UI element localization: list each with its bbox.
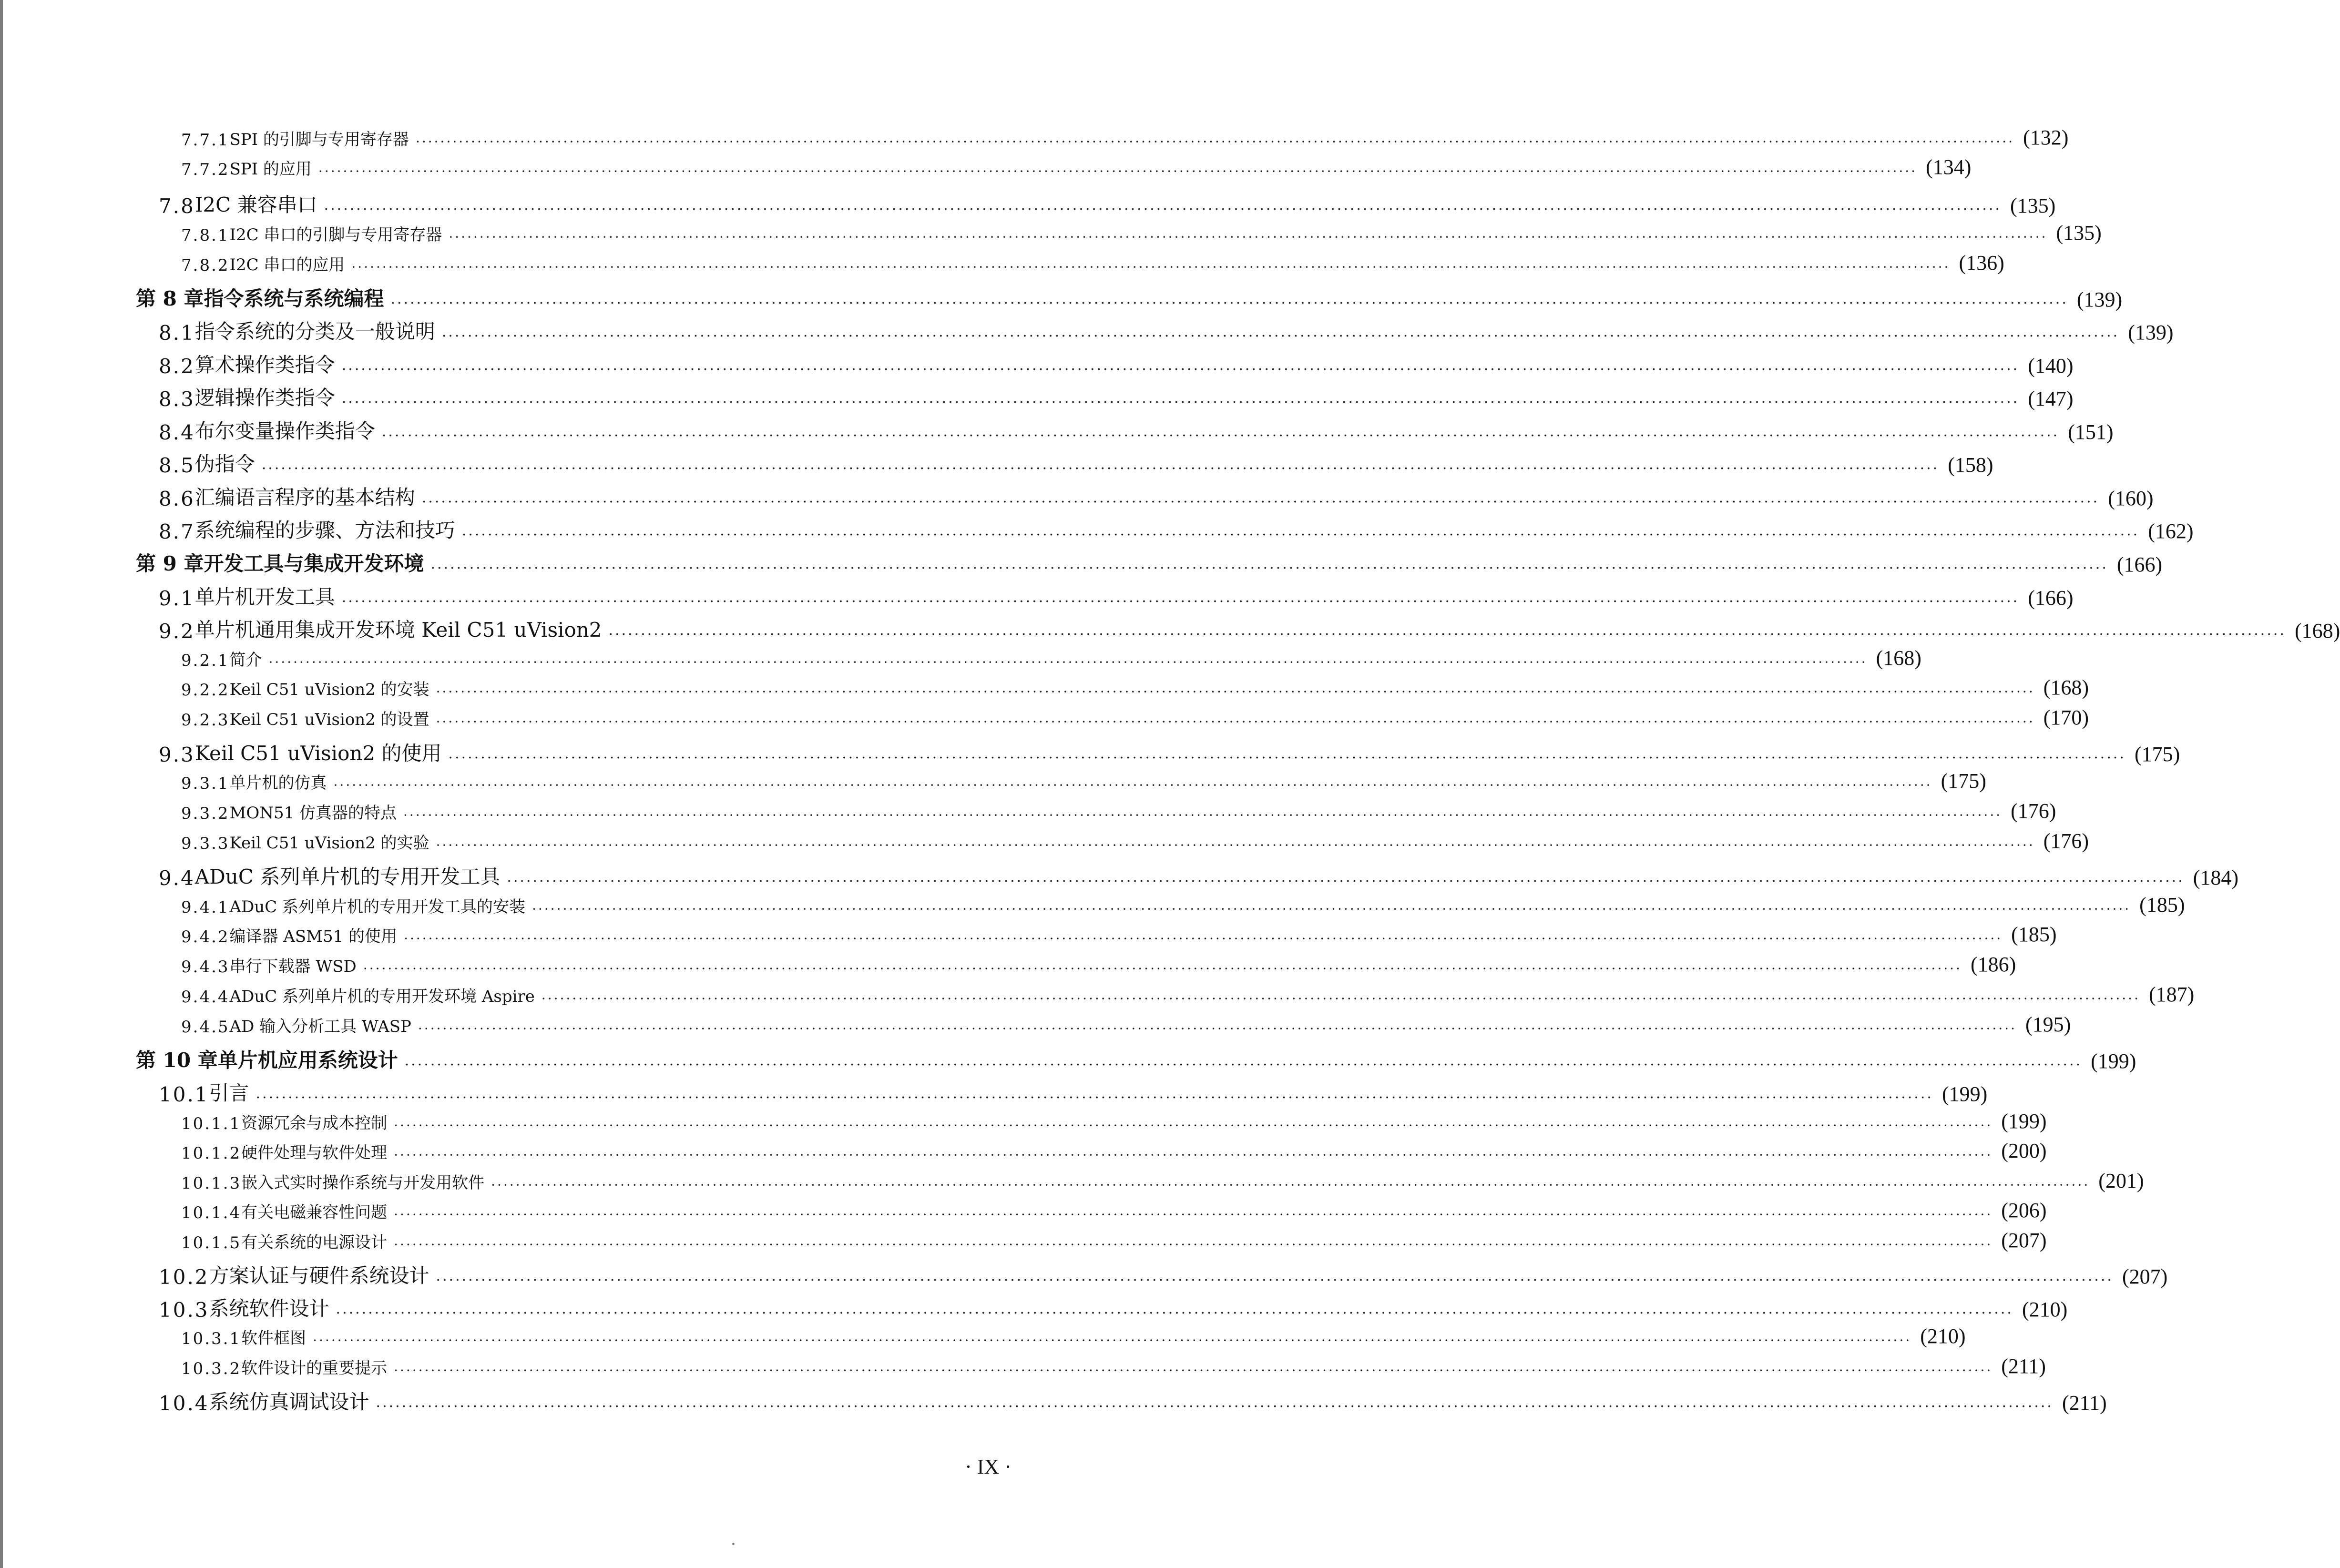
- toc-entry-page: (140): [2028, 354, 2074, 377]
- dot-leader: ····································································································································································································································································: [436, 714, 2035, 730]
- toc-entry-sub: [181, 980, 2195, 1007]
- toc-entry-title: SPI 的引脚与专用寄存器: [229, 130, 409, 149]
- toc-entry-title: 软件框图: [241, 1329, 307, 1348]
- dot-leader: ····································································································································································································································································: [394, 1207, 1993, 1222]
- toc-entry-number: 7.7.1: [181, 131, 230, 150]
- dot-leader: ····································································································································································································································································: [394, 1237, 1993, 1252]
- toc-entry-number: 10.1.5: [181, 1233, 242, 1252]
- dot-leader: ····································································································································································································································································: [541, 991, 2140, 1007]
- dot-leader: ····································································································································································································································································: [336, 1305, 2013, 1322]
- toc-entry-page: (136): [1959, 251, 2004, 275]
- toc-entry-page: (199): [2001, 1110, 2047, 1133]
- toc-entry-page: (195): [2025, 1013, 2071, 1036]
- toc-entry-section: [159, 447, 1993, 477]
- dot-leader: ····································································································································································································································································: [313, 1333, 1912, 1348]
- toc-entry-title: 伪指令: [194, 452, 255, 476]
- toc-entry-sub: [181, 766, 1986, 793]
- toc-entry-section: [159, 314, 2174, 345]
- toc-entry-title: 指令系统的分类及一般说明: [194, 320, 435, 343]
- toc-entry-title: I2C 兼容串口: [194, 193, 317, 216]
- toc-entry-page: (185): [2011, 923, 2057, 946]
- toc-entry-page: (211): [2001, 1354, 2046, 1378]
- dot-leader: ····································································································································································································································································: [363, 961, 1962, 977]
- toc-entry-number: 10.3: [159, 1298, 209, 1322]
- toc-entry-title: 简介: [229, 651, 262, 670]
- toc-entry-page: (187): [2148, 983, 2195, 1006]
- toc-entry-chapter: [136, 546, 2163, 577]
- toc-entry-number: 9.2.2: [181, 681, 230, 700]
- toc-entry-sub: [181, 643, 1921, 670]
- dot-leader: ····································································································································································································································································: [491, 1177, 2090, 1193]
- toc-entry-page: (135): [2056, 221, 2102, 244]
- dot-leader: ····································································································································································································································································: [436, 837, 2035, 853]
- toc-entry-sub: [181, 796, 2056, 823]
- toc-entry-title: 有关系统的电源设计: [241, 1233, 388, 1252]
- toc-entry-page: (166): [2028, 586, 2074, 610]
- toc-entry-number: 9.3.2: [181, 804, 230, 823]
- toc-entry-section: [159, 347, 2074, 378]
- toc-entry-page: (132): [2023, 126, 2069, 149]
- toc-entry-number: 9.4.4: [181, 988, 230, 1007]
- dot-leader: ····································································································································································································································································: [255, 1089, 1933, 1106]
- toc-entry-chapter: [136, 1043, 2136, 1073]
- toc-entry-page: (168): [2043, 676, 2089, 699]
- toc-entry-title: MON51 仿真器的特点: [229, 804, 397, 823]
- dot-leader: ····································································································································································································································································: [441, 328, 2120, 345]
- toc-entry-title: 引言: [209, 1081, 249, 1105]
- dot-leader: ····································································································································································································································································: [436, 684, 2035, 700]
- toc-entry-title: 系统软件设计: [209, 1297, 329, 1320]
- toc-entry-section: [159, 736, 2180, 766]
- toc-entry-number: 10.4: [159, 1392, 209, 1415]
- toc-entry-title: I2C 串口的引脚与专用寄存器: [229, 225, 442, 244]
- toc-entry-title: 单片机开发工具: [194, 585, 335, 609]
- toc-entry-number: 第 8 章: [136, 287, 204, 310]
- toc-entry-number: 7.8.1: [181, 226, 230, 245]
- toc-entry-title: 方案认证与硬件系统设计: [209, 1264, 429, 1287]
- toc-entry-section: [159, 1291, 2068, 1322]
- dot-leader: ····································································································································································································································································: [430, 560, 2108, 577]
- toc-entry-page: (210): [1920, 1324, 1966, 1348]
- toc-entry-sub: [181, 248, 2004, 275]
- dot-leader: ····································································································································································································································································: [394, 1118, 1993, 1133]
- dot-leader: ····································································································································································································································································: [507, 873, 2185, 890]
- toc-entry-page: (176): [2011, 799, 2056, 823]
- dot-leader: ····································································································································································································································································: [341, 593, 2020, 610]
- dot-leader: ····································································································································································································································································: [418, 1021, 2017, 1037]
- toc-entry-page: (158): [1948, 453, 1993, 477]
- toc-entry-chapter: [136, 281, 2123, 312]
- toc-entry-title: SPI 的应用: [229, 160, 312, 179]
- toc-entry-number: 10.1: [159, 1083, 209, 1106]
- toc-entry-number: 9.4.1: [181, 898, 230, 917]
- toc-entry-section: [159, 480, 2154, 510]
- toc-entry-number: 9.3.1: [181, 774, 230, 793]
- toc-entry-number: 10.3.2: [181, 1359, 242, 1378]
- page-number: · IX ·: [965, 1455, 1012, 1478]
- toc-entry-number: 9.2: [159, 620, 195, 643]
- toc-entry-sub: [181, 1010, 2071, 1037]
- toc-entry-title: I2C 串口的应用: [229, 255, 345, 275]
- toc-entry-title: 串行下载器 WSD: [229, 957, 357, 976]
- dot-leader: ····································································································································································································································································: [376, 1398, 2054, 1415]
- toc-entry-number: 9.2.3: [181, 711, 230, 730]
- dot-leader: ····································································································································································································································································: [436, 1272, 2114, 1289]
- toc-entry-page: (186): [1970, 953, 2016, 976]
- toc-entry-title: 软件设计的重要提示: [241, 1359, 388, 1378]
- toc-entry-number: 8.1: [159, 321, 195, 345]
- toc-entry-title: Keil C51 uVision2 的设置: [229, 710, 429, 729]
- dot-leader: ····································································································································································································································································: [351, 259, 1951, 275]
- toc-entry-title: Keil C51 uVision2 的使用: [194, 742, 442, 765]
- toc-entry-number: 8.5: [159, 454, 195, 477]
- toc-entry-title: 有关电磁兼容性问题: [241, 1203, 388, 1222]
- toc-entry-page: (134): [1926, 155, 1972, 179]
- toc-entry-title: 资源冗余与成本控制: [241, 1114, 388, 1133]
- toc-entry-title: ADuC 系列单片机的专用开发环境 Aspire: [229, 987, 535, 1006]
- toc-entry-page: (207): [2001, 1229, 2047, 1252]
- toc-entry-number: 7.7.2: [181, 160, 230, 179]
- toc-entry-page: (211): [2062, 1391, 2107, 1415]
- dot-leader: ····································································································································································································································································: [261, 460, 1940, 477]
- toc-entry-title: ADuC 系列单片机的专用开发工具的安装: [229, 897, 526, 916]
- dot-leader: ····································································································································································································································································: [394, 1363, 1993, 1378]
- toc-entry-title: AD 输入分析工具 WASP: [229, 1017, 411, 1036]
- toc-entry-title: 嵌入式实时操作系统与开发用软件: [241, 1173, 485, 1192]
- toc-entry-number: 7.8: [159, 194, 195, 218]
- toc-entry-title: 算术操作类指令: [194, 353, 335, 377]
- toc-entry-page: (200): [2001, 1139, 2047, 1162]
- toc-entry-number: 9.1: [159, 587, 195, 610]
- toc-entry-page: (170): [2043, 706, 2089, 729]
- dot-leader: ····································································································································································································································································: [324, 201, 2002, 218]
- toc-entry-number: 10.1.4: [181, 1203, 242, 1222]
- toc-entry-section: [159, 612, 2340, 643]
- toc-entry-title: 系统编程的步骤、方法和技巧: [194, 519, 455, 542]
- toc-entry-title: 系统仿真调试设计: [209, 1390, 369, 1414]
- toc-entry-number: 8.4: [159, 421, 195, 444]
- toc-entry-title: 汇编语言程序的基本结构: [194, 486, 415, 509]
- toc-entry-section: [159, 513, 2194, 543]
- toc-entry-sub: [181, 920, 2057, 947]
- toc-entry-page: (199): [2091, 1049, 2136, 1073]
- toc-entry-number: 7.8.2: [181, 256, 230, 275]
- scan-speck: [732, 1543, 735, 1545]
- toc-entry-sub: [181, 1352, 2046, 1378]
- toc-entry-number: 9.2.1: [181, 651, 230, 670]
- toc-entry-section: [159, 580, 2074, 610]
- toc-entry-title: 硬件处理与软件处理: [241, 1143, 388, 1162]
- dot-leader: ····································································································································································································································································: [403, 807, 2003, 823]
- toc-entry-sub: [181, 1196, 2047, 1222]
- toc-entry-sub: [181, 890, 2185, 917]
- toc-entry-title: 布尔变量操作类指令: [194, 419, 375, 443]
- dot-leader: ····································································································································································································································································: [394, 1147, 1993, 1163]
- toc-entry-title: 单片机通用集成开发环境 Keil C51 uVision2: [194, 618, 602, 641]
- toc-entry-section: [159, 380, 2074, 411]
- toc-entry-page: (175): [1941, 769, 1986, 793]
- toc-entry-number: 9.4.2: [181, 927, 230, 947]
- toc-entry-sub: [181, 218, 2102, 245]
- dot-leader: ····································································································································································································································································: [415, 134, 2015, 150]
- toc-entry-page: (175): [2134, 743, 2180, 766]
- dot-leader: ····································································································································································································································································: [448, 750, 2126, 766]
- dot-leader: ····································································································································································································································································: [341, 361, 2020, 378]
- toc-entry-sub: [181, 1107, 2047, 1133]
- toc-entry-number: 9.4: [159, 866, 195, 890]
- toc-entry-sub: [181, 673, 2089, 700]
- toc-entry-number: 9.3: [159, 743, 195, 766]
- dot-leader: ····································································································································································································································································: [532, 901, 2131, 917]
- toc-entry-section: [159, 1076, 1988, 1106]
- toc-entry-title: Keil C51 uVision2 的实验: [229, 834, 429, 853]
- dot-leader: ····································································································································································································································································: [268, 654, 1868, 670]
- dot-leader: ····································································································································································································································································: [318, 163, 1918, 179]
- toc-entry-number: 10.1.1: [181, 1114, 242, 1133]
- toc-entry-sub: [181, 153, 1972, 179]
- dot-leader: ····································································································································································································································································: [404, 1057, 2083, 1073]
- toc-entry-title: ADuC 系列单片机的专用开发工具: [194, 865, 501, 888]
- toc-entry-page: (139): [2128, 321, 2174, 344]
- toc-entry-section: [159, 859, 2239, 890]
- toc-entry-section: [159, 1385, 2107, 1415]
- toc-entry-number: 9.3.3: [181, 834, 230, 853]
- dot-leader: ····································································································································································································································································: [333, 777, 1932, 793]
- toc-entry-page: (176): [2043, 829, 2089, 853]
- toc-entry-title: 编译器 ASM51 的使用: [229, 927, 398, 946]
- dot-leader: ····································································································································································································································································: [390, 295, 2068, 312]
- toc-entry-page: (162): [2148, 519, 2194, 543]
- toc-entry-page: (185): [2139, 893, 2185, 916]
- dot-leader: ····································································································································································································································································: [449, 229, 2048, 245]
- toc-entry-number: 8.6: [159, 487, 195, 510]
- toc-entry-section: [159, 187, 2056, 218]
- toc-entry-title: 开发工具与集成开发环境: [204, 552, 424, 575]
- toc-entry-page: (206): [2001, 1199, 2047, 1222]
- toc-entry-page: (199): [1941, 1082, 1988, 1106]
- toc-entry-section: [159, 414, 2114, 444]
- toc-entry-title: 指令系统与系统编程: [204, 287, 384, 310]
- toc-entry-page: (139): [2076, 288, 2123, 311]
- toc-entry-page: (201): [2098, 1169, 2144, 1192]
- toc-entry-title: 单片机应用系统设计: [217, 1049, 398, 1072]
- toc-entry-page: (168): [1876, 646, 1921, 670]
- toc-entry-section: [159, 1258, 2168, 1289]
- toc-entry-number: 8.7: [159, 520, 195, 543]
- toc-entry-title: Keil C51 uVision2 的安装: [229, 680, 429, 699]
- toc-entry-page: (151): [2068, 420, 2114, 444]
- toc-entry-sub: [181, 703, 2089, 730]
- toc-entry-sub: [181, 1226, 2047, 1252]
- toc-entry-sub: [181, 1322, 1966, 1348]
- toc-entry-title: 逻辑操作类指令: [194, 386, 335, 409]
- toc-entry-number: 第 9 章: [136, 552, 204, 575]
- dot-leader: ····································································································································································································································································: [341, 394, 2020, 411]
- toc-entry-number: 9.4.3: [181, 957, 230, 977]
- toc-entry-page: (168): [2294, 619, 2340, 642]
- toc-entry-page: (166): [2116, 553, 2163, 576]
- toc-entry-number: 8.2: [159, 355, 195, 378]
- toc-entry-page: (184): [2193, 866, 2239, 889]
- toc-entry-page: (147): [2028, 387, 2074, 410]
- toc-entry-number: 9.4.5: [181, 1018, 230, 1037]
- toc-entry-number: 10.2: [159, 1265, 209, 1289]
- toc-entry-sub: [181, 950, 2016, 977]
- toc-entry-number: 10.1.2: [181, 1144, 242, 1163]
- toc-entry-sub: [181, 1166, 2144, 1193]
- toc-entry-sub: [181, 1136, 2047, 1163]
- toc-entry-page: (210): [2022, 1298, 2068, 1321]
- toc-entry-number: 第 10 章: [136, 1049, 218, 1072]
- toc-entry-page: (135): [2010, 194, 2056, 217]
- toc-entry-title: 单片机的仿真: [229, 774, 327, 793]
- dot-leader: ····································································································································································································································································: [421, 494, 2100, 510]
- dot-leader: ····································································································································································································································································: [381, 428, 2060, 444]
- toc-entry-sub: [181, 826, 2089, 853]
- dot-leader: ····································································································································································································································································: [461, 527, 2140, 543]
- toc-entry-sub: [181, 123, 2069, 150]
- toc-entry-page: (160): [2108, 487, 2154, 510]
- toc-entry-page: (207): [2122, 1265, 2168, 1288]
- toc-entry-number: 8.3: [159, 387, 195, 411]
- dot-leader: ····································································································································································································································································: [608, 626, 2286, 643]
- toc-entry-number: 10.1.3: [181, 1174, 242, 1193]
- toc-entry-number: 10.3.1: [181, 1329, 242, 1348]
- dot-leader: ····································································································································································································································································: [404, 931, 2003, 947]
